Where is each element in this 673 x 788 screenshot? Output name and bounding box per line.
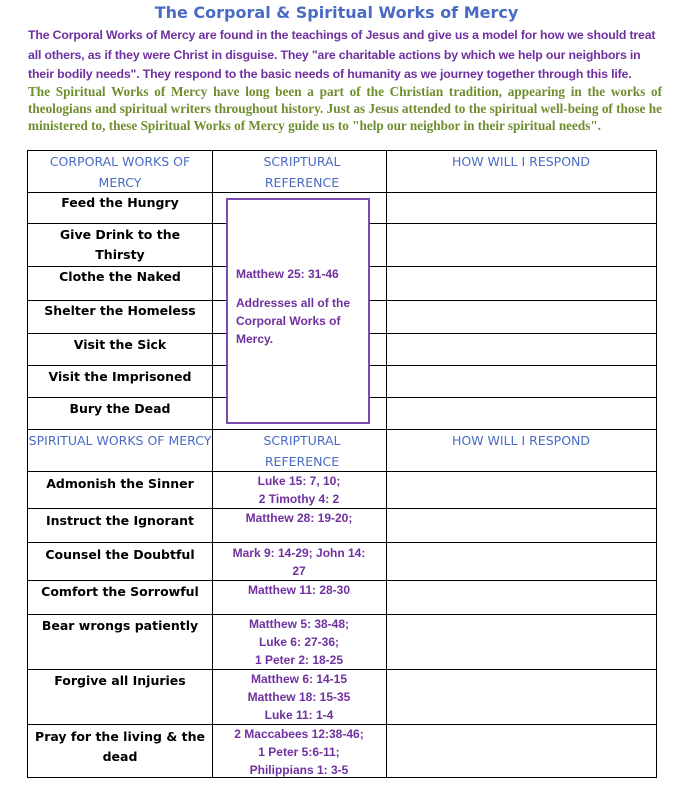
response-cell[interactable] bbox=[388, 473, 656, 507]
reference-line: Luke 11: 1-4 bbox=[264, 708, 334, 722]
corporal-work: Feed the Hungry bbox=[61, 195, 179, 210]
reference-line: Philippians 1: 3-5 bbox=[249, 763, 349, 777]
response-cell[interactable] bbox=[388, 367, 656, 396]
response-cell[interactable] bbox=[388, 302, 656, 332]
response-cell[interactable] bbox=[388, 616, 656, 668]
response-cell[interactable] bbox=[388, 268, 656, 299]
response-cell[interactable] bbox=[388, 544, 656, 579]
response-cell[interactable] bbox=[388, 510, 656, 541]
reference-line: 27 bbox=[292, 564, 306, 578]
reference-line: Matthew 5: 38-48; bbox=[248, 617, 350, 631]
reference-line: Luke 6: 27-36; bbox=[258, 635, 340, 649]
response-cell[interactable] bbox=[388, 225, 656, 265]
scripture-reference bbox=[212, 581, 386, 599]
spiritual-work: Forgive all Injuries bbox=[54, 673, 186, 688]
scripture-reference bbox=[212, 472, 386, 508]
spiritual-work: Counsel the Doubtful bbox=[45, 547, 195, 562]
corporal-reference-box bbox=[226, 198, 370, 424]
reference-line: Matthew 18: 15-35 bbox=[247, 690, 351, 704]
spiritual-work: Bear wrongs patiently bbox=[41, 618, 199, 633]
corporal-work: Give Drink to the Thirsty bbox=[59, 227, 181, 262]
corporal-reference: Matthew 25: 31-46 bbox=[236, 267, 339, 281]
corporal-header-respond: HOW WILL I RESPOND bbox=[451, 154, 591, 169]
corporal-reference-note: Addresses all of the Corporal Works of Mercy. bbox=[236, 296, 351, 346]
corporal-work: Shelter the Homeless bbox=[44, 303, 196, 318]
row-divider bbox=[28, 542, 656, 543]
reference-line: 1 Peter 2: 18-25 bbox=[254, 653, 344, 667]
reference-line: Matthew 6: 14-15 bbox=[250, 672, 348, 686]
spiritual-work: Admonish the Sinner bbox=[46, 476, 194, 491]
response-cell[interactable] bbox=[388, 399, 656, 428]
reference-line: Matthew 28: 19-20; bbox=[245, 511, 353, 525]
reference-line: 2 Timothy 4: 2 bbox=[258, 492, 340, 506]
spiritual-intro: The Spiritual Works of Mercy have long been a part of the Christian tradition, appearing in the works of theologians and spiritual writers throughout history. Just as Jesus attended to the spiritual well-being of those he ministered to, these Spiritual Works of Mercy guide us to "help our neighbor in their spiritual needs". bbox=[28, 84, 662, 133]
corporal-header-works: CORPORAL WORKS OF MERCY bbox=[49, 154, 191, 190]
corporal-header-reference: SCRIPTURAL REFERENCE bbox=[263, 154, 341, 190]
corporal-work: Bury the Dead bbox=[69, 401, 171, 416]
corporal-work: Visit the Sick bbox=[73, 337, 167, 352]
reference-line: 1 Peter 5:6-11; bbox=[258, 745, 340, 759]
column-divider bbox=[386, 151, 387, 777]
reference-line: Matthew 11: 28-30 bbox=[247, 583, 351, 597]
spiritual-work: Comfort the Sorrowful bbox=[41, 584, 199, 599]
scripture-reference bbox=[212, 509, 386, 527]
spiritual-header-respond: HOW WILL I RESPOND bbox=[451, 433, 591, 448]
reference-line: 2 Maccabees 12:38-46; bbox=[234, 727, 364, 741]
spiritual-work: Instruct the Ignorant bbox=[45, 513, 195, 528]
corporal-intro: The Corporal Works of Mercy are found in the teachings of Jesus and give us a model for how we should treat all others, as if they were Christ in disguise. They "are charitable actions by which we help our neighbors in their bodily needs". They respond to the basic needs of humanity as we journey together through this life. bbox=[28, 28, 656, 81]
spiritual-work: Pray for the living & the dead bbox=[35, 729, 205, 764]
spiritual-header-works: SPIRITUAL WORKS OF MERCY bbox=[28, 433, 212, 448]
corporal-work: Clothe the Naked bbox=[59, 269, 181, 284]
reference-line: Luke 15: 7, 10; bbox=[257, 474, 341, 488]
response-cell[interactable] bbox=[388, 671, 656, 723]
scripture-reference bbox=[212, 670, 386, 724]
response-cell[interactable] bbox=[388, 335, 656, 364]
scripture-reference bbox=[212, 615, 386, 669]
spiritual-header-reference: SCRIPTURAL REFERENCE bbox=[263, 433, 341, 469]
corporal-work: Visit the Imprisoned bbox=[48, 369, 192, 384]
scripture-reference bbox=[212, 544, 386, 580]
response-cell[interactable] bbox=[388, 726, 656, 776]
response-cell[interactable] bbox=[388, 582, 656, 613]
response-cell[interactable] bbox=[388, 194, 656, 222]
page-title: The Corporal & Spiritual Works of Mercy bbox=[154, 3, 519, 22]
scripture-reference bbox=[212, 725, 386, 779]
reference-line: Mark 9: 14-29; John 14: bbox=[232, 546, 366, 560]
